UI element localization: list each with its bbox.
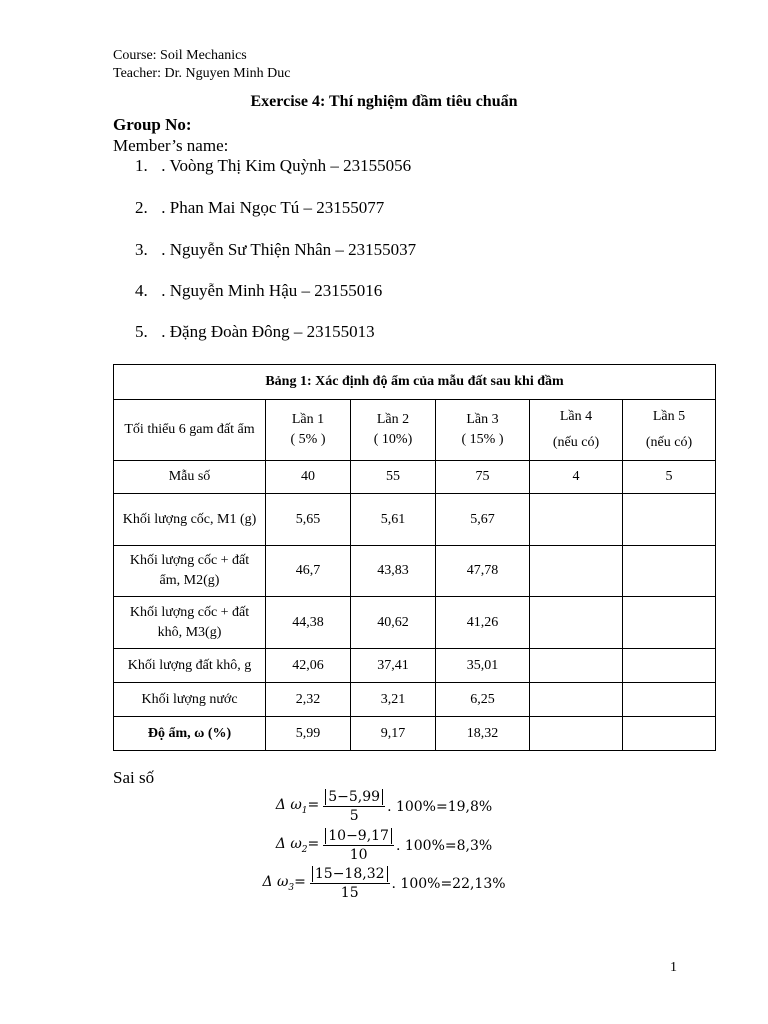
equation-fraction: [323, 827, 394, 864]
table-cell: [623, 717, 716, 751]
table-cell: 47,78: [436, 546, 530, 597]
equation-denominator: 15: [340, 885, 359, 901]
member-name: . Nguyễn Sư Thiện Nhân – 23155037: [161, 240, 417, 259]
table-cell: 44,38: [266, 597, 351, 649]
table-cell: 5,61: [351, 494, 436, 546]
equation-result: . 100%=19,8%: [387, 798, 493, 815]
row-label: Độ ẩm, ω (%): [114, 717, 266, 751]
member-number: 5.: [135, 322, 148, 341]
table-cell: 75: [436, 461, 530, 494]
table-row: [114, 717, 716, 751]
table-row: [114, 461, 716, 494]
table-cell: 40,62: [351, 597, 436, 649]
table-row: [114, 494, 716, 546]
members-label: Member’s name:: [113, 136, 229, 155]
member-number: 2.: [135, 198, 148, 217]
member-item: [135, 281, 382, 301]
table-header-row: [114, 400, 716, 461]
table-cell: 18,32: [436, 717, 530, 751]
table-cell: 35,01: [436, 649, 530, 683]
table-cell: [623, 494, 716, 546]
table-cell: 9,17: [351, 717, 436, 751]
table-cell: [623, 597, 716, 649]
table-cell: [623, 683, 716, 717]
equation-numerator: 5−5,99: [325, 789, 383, 805]
member-item: [135, 322, 375, 342]
table-cell: 4: [530, 461, 623, 494]
table-cell: 40: [266, 461, 351, 494]
table-cell: [530, 717, 623, 751]
table-row: [114, 546, 716, 597]
equation-denominator: 5: [349, 808, 359, 824]
table-cell: [530, 494, 623, 546]
header-cell: Lần 3 ( 15% ): [436, 400, 530, 461]
equation-denominator: 10: [349, 847, 368, 863]
member-item: [135, 198, 384, 218]
table-cell: 43,83: [351, 546, 436, 597]
member-number: 3.: [135, 240, 148, 259]
table-cell: [623, 546, 716, 597]
table-cell: 41,26: [436, 597, 530, 649]
equation-numerator: 15−18,32: [312, 866, 388, 882]
equation-fraction: [310, 865, 390, 902]
member-name: . Phan Mai Ngọc Tú – 23155077: [161, 198, 385, 217]
member-item: [135, 156, 411, 176]
header-cell: Lần 1 ( 5% ): [266, 400, 351, 461]
table-cell: 55: [351, 461, 436, 494]
member-item: [135, 240, 416, 260]
header-cell: Lần 4 (nếu có): [530, 400, 623, 461]
error-equation: [0, 788, 768, 825]
table-row: [114, 649, 716, 683]
row-label: Khối lượng nước: [114, 683, 266, 717]
moisture-table: [113, 364, 716, 751]
equation-result: . 100%=8,3%: [395, 837, 493, 854]
table-caption: Bảng 1: Xác định độ ẩm của mẫu đất sau khi đầm: [114, 365, 716, 400]
page-number: 1: [670, 960, 677, 975]
error-equation: [0, 865, 768, 902]
course-line: Course: Soil Mechanics: [113, 48, 247, 63]
equation-numerator: 10−9,17: [325, 828, 392, 844]
row-label: Khối lượng cốc + đất ẩm, M2(g): [114, 546, 266, 597]
table-cell: 5,99: [266, 717, 351, 751]
row-label: Khối lượng cốc, M1 (g): [114, 494, 266, 546]
table-cell: [530, 597, 623, 649]
table-cell: 5,65: [266, 494, 351, 546]
member-name: . Nguyễn Minh Hậu – 23155016: [161, 281, 383, 300]
page-title: Exercise 4: Thí nghiệm đầm tiêu chuẩn: [250, 93, 518, 110]
equation-lhs: Δ $\omega_2=$: [275, 836, 320, 855]
teacher-line: Teacher: Dr. Nguyen Minh Duc: [113, 66, 291, 81]
table-cell: 3,21: [351, 683, 436, 717]
table-cell: 5,67: [436, 494, 530, 546]
member-number: 4.: [135, 281, 148, 300]
error-equation: [0, 827, 768, 864]
header-cell: Tối thiểu 6 gam đất ẩm: [114, 400, 266, 461]
table-cell: 5: [623, 461, 716, 494]
table-row: [114, 597, 716, 649]
member-name: . Đặng Đoàn Đông – 23155013: [161, 322, 375, 341]
row-label: Khối lượng đất khô, g: [114, 649, 266, 683]
error-label: Sai số: [113, 768, 155, 787]
table-row: [114, 683, 716, 717]
table-cell: 2,32: [266, 683, 351, 717]
table-cell: 37,41: [351, 649, 436, 683]
table-cell: [530, 649, 623, 683]
member-number: 1.: [135, 156, 148, 175]
equation-lhs: Δ $\omega_1=$: [275, 797, 320, 816]
row-label: Mẫu số: [114, 461, 266, 494]
table-cell: [530, 546, 623, 597]
table-cell: 46,7: [266, 546, 351, 597]
table-cell: 42,06: [266, 649, 351, 683]
row-label: Khối lượng cốc + đất khô, M3(g): [114, 597, 266, 649]
equation-lhs: Δ $\omega_3=$: [262, 874, 306, 893]
header-cell: Lần 5 (nếu có): [623, 400, 716, 461]
equation-result: . 100%=22,13%: [391, 875, 506, 892]
table-cell: [623, 649, 716, 683]
table-cell: 6,25: [436, 683, 530, 717]
equation-fraction: [323, 788, 385, 825]
group-label: Group No:: [113, 115, 192, 134]
member-name: . Voòng Thị Kim Quỳnh – 23155056: [161, 156, 412, 175]
header-cell: Lần 2 ( 10%): [351, 400, 436, 461]
table-cell: [530, 683, 623, 717]
